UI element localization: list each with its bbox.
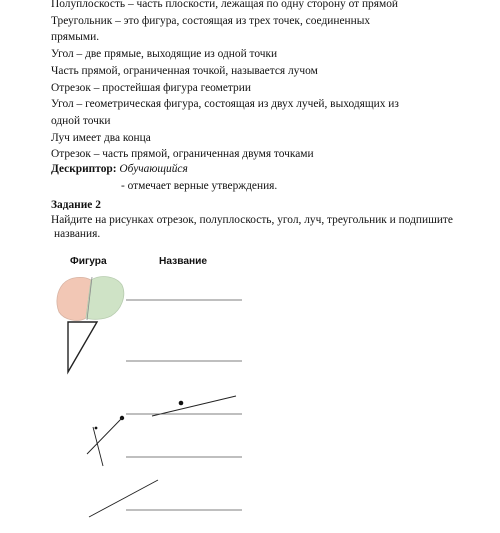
statement-line: Отрезок – простейшая фигура геометрии — [51, 81, 251, 94]
segment-line — [89, 480, 158, 517]
statement-line: одной точки — [51, 114, 111, 127]
task2-instruction-cont: названия. — [54, 228, 101, 240]
statement-line: Часть прямой, ограниченная точкой, называется лучом — [51, 64, 318, 77]
task2-title: Задание 2 — [51, 199, 101, 211]
figure-ray — [152, 396, 236, 416]
descriptor-item: - отмечает верные утверждения. — [121, 179, 278, 192]
statement-line: Полуплоскость – часть плоскости, лежащая по одну сторону от прямой — [51, 0, 398, 10]
statement-line: Луч имеет два конца — [51, 131, 151, 144]
angle-side-line — [87, 418, 122, 454]
figure-segment — [89, 480, 158, 517]
statement-line: Треугольник – это фигура, состоящая из трех точек, соединенных — [51, 14, 371, 27]
column-header-figure: Фигура — [70, 256, 107, 267]
figure-triangle — [68, 322, 97, 372]
triangle-shape — [68, 322, 97, 372]
statement-line: прямыми. — [51, 31, 100, 44]
figure-angle — [87, 416, 124, 466]
descriptor-role: Обучающийся — [119, 163, 188, 175]
angle-point — [95, 427, 98, 430]
statement-line: Отрезок – часть прямой, ограниченная двумя точками — [51, 148, 314, 161]
figure-halfplane — [57, 277, 124, 321]
ray-line — [152, 396, 236, 416]
ray-start-point — [179, 401, 184, 406]
column-header-name: Название — [159, 256, 208, 267]
statement-line: Угол – геометрическая фигура, состоящая из двух лучей, выходящих из — [51, 98, 399, 111]
statement-line: Угол – две прямые, выходящие из одной точки — [51, 48, 278, 61]
halfplane-left-region — [57, 277, 91, 320]
task2-instruction: Найдите на рисунках отрезок, полуплоскость, угол, луч, треугольник и подпишите — [51, 213, 453, 226]
descriptor-label: Дескриптор: — [51, 163, 117, 175]
answer-lines — [126, 300, 242, 510]
